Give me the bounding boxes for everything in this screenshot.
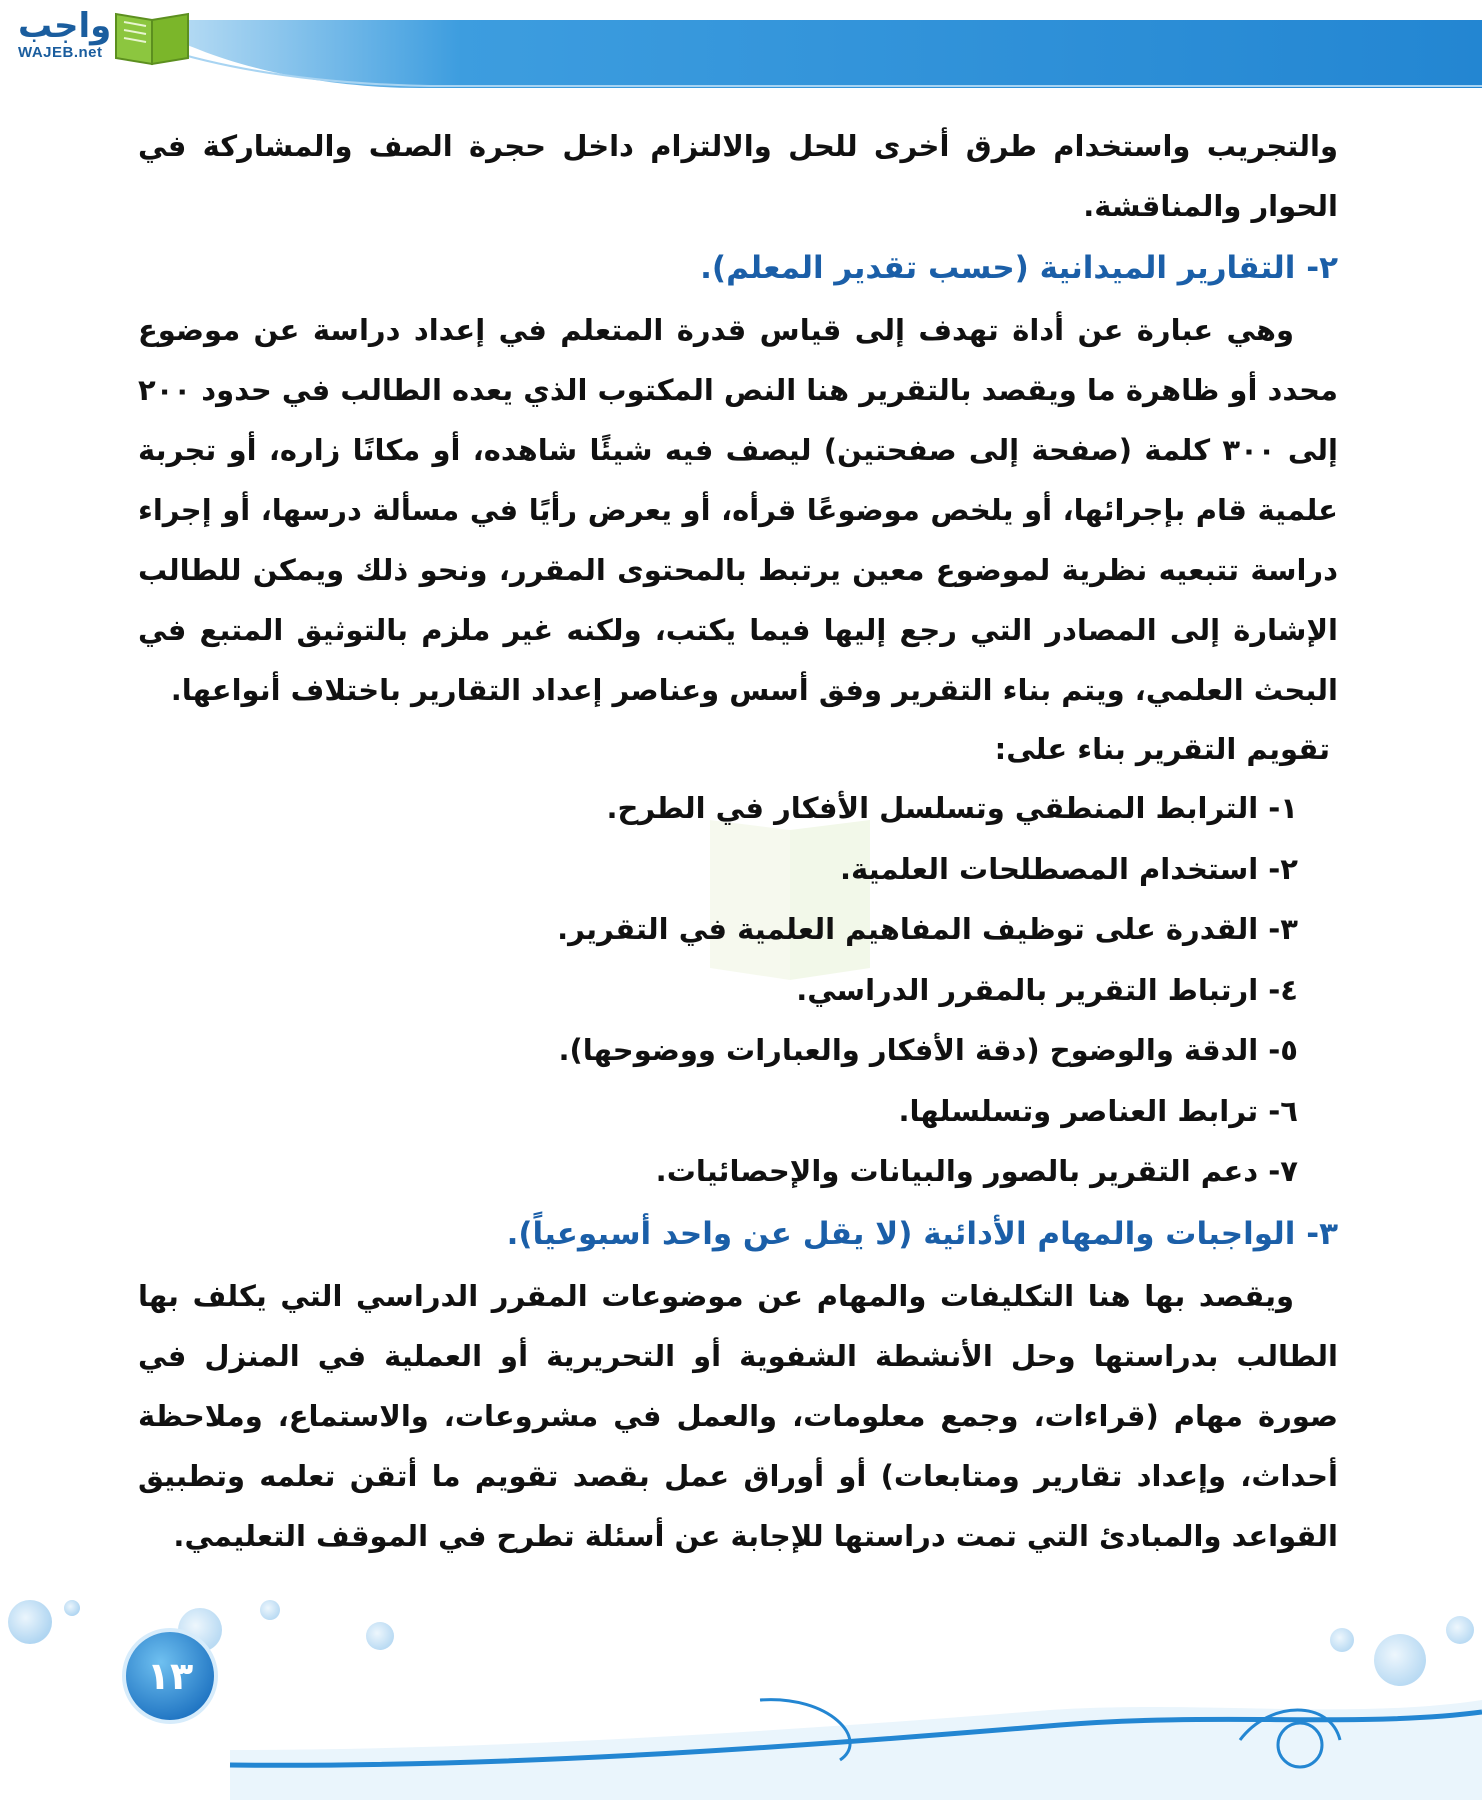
section-2-body: وهي عبارة عن أداة تهدف إلى قياس قدرة المتعلم في إعداد دراسة عن موضوع محدد أو ظاهرة ما ويقصد بالتقرير هنا النص المكتوب الذي يعده الطالب في حدود ٢٠٠ إلى ٣٠٠ كلمة (صفحة إلى صفحتين) ليصف فيه شيئًا شاهده، أو مكانًا زاره، أو تجربة علمية قام بإجرائها، أو يلخص موضوعًا قرأه، أو يعرض رأيًا في مسألة درسها، أو إجراء دراسة تتبعيه نظرية لموضوع معين يرتبط بالمحتوى المقرر، ونحو ذلك ويمكن للطالب الإشارة إلى المصادر التي رجع إليها فيما يكتب، ولكنه غير ملزم بالتوثيق المتبع في البحث العلمي، ويتم بناء التقرير وفق أسس وعناصر إعداد التقارير باختلاف أنواعها. — [138, 313, 1339, 707]
section-3-heading: ٣- الواجبات والمهام الأدائية (لا يقل عن واحد أسبوعياً). — [506, 1215, 1338, 1252]
criteria-item: ١- الترابط المنطقي وتسلسل الأفكار في الطرح. — [606, 791, 1298, 825]
section-3-body: ويقصد بها هنا التكليفات والمهام عن موضوعات المقرر الدراسي التي يكلف بها الطالب بدراستها وحل الأنشطة الشفوية أو التحريرية أو العملية في المنزل في صورة مهام (قراءات، وجمع معلومات، والعمل في مشروعات، والاستماع، وملاحظة أحداث، وإعداد تقارير ومتابعات) أو أوراق عمل بقصد تقويم ما أتقن تعلمه وتطبيق القواعد والمبادئ التي تمت دراستها للإجابة عن أسئلة تطرح في الموقف التعليمي. — [138, 1278, 1338, 1553]
criteria-item: ٤- ارتباط التقرير بالمقرر الدراسي. — [796, 972, 1298, 1007]
book-icon — [112, 10, 192, 66]
criteria-item: ٧- دعم التقرير بالصور والبيانات والإحصائيات. — [655, 1154, 1298, 1188]
section-2-heading: ٢- التقارير الميدانية (حسب تقدير المعلم). — [700, 250, 1338, 286]
criteria-list — [138, 778, 1338, 1202]
criteria-item: ٥- الدقة والوضوح (دقة الأفكار والعبارات ووضوحها). — [558, 1033, 1298, 1067]
page-number: ١٣ — [146, 1654, 194, 1698]
page-content — [138, 116, 1338, 1566]
wajeb-logo[interactable] — [8, 6, 188, 68]
header-band — [0, 0, 1482, 95]
criteria-item: ٣- القدرة على توظيف المفاهيم العلمية في التقرير. — [557, 912, 1298, 946]
criteria-heading: تقويم التقرير بناء على: — [994, 732, 1330, 766]
logo-arabic-text: واجب — [18, 6, 112, 46]
intro-paragraph: والتجريب واستخدام طرق أخرى للحل والالتزام داخل حجرة الصف والمشاركة في الحوار والمناقشة. — [138, 129, 1338, 223]
logo-english-text: WAJEB.net — [18, 44, 103, 61]
criteria-item: ٢- استخدام المصطلحات العلمية. — [840, 851, 1298, 886]
criteria-item: ٦- ترابط العناصر وتسلسلها. — [898, 1093, 1298, 1128]
footer-decoration — [0, 1600, 1482, 1800]
